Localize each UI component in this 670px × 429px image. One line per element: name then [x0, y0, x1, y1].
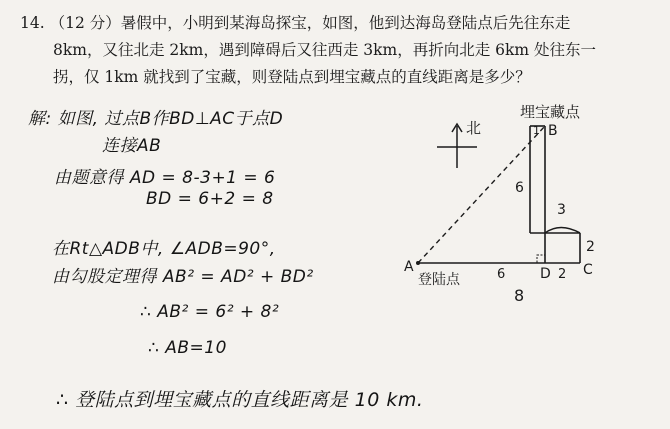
- solution-line-1: 解: 如图, 过点B作BD⊥AC于点D: [28, 109, 284, 129]
- label-A: A: [404, 259, 414, 275]
- problem-line-3: 拐，仅 1km 就找到了宝藏，则登陆点到埋宝藏点的直线距离是多少？: [53, 68, 531, 86]
- arc-mark: [545, 228, 580, 234]
- solution-line-5: 在Rt△ADB中, ∠ADB=90°,: [52, 239, 276, 259]
- problem-score: （12 分）: [49, 14, 121, 32]
- length-8: 8: [514, 286, 525, 305]
- label-D: D: [540, 266, 551, 282]
- treasure-point-label: 埋宝藏点: [520, 103, 581, 121]
- landing-point-label: 登陆点: [418, 272, 460, 288]
- length-3: 3: [557, 202, 566, 218]
- length-2-bottom: 2: [558, 267, 567, 282]
- solution-line-6: 由勾股定理得 AB² = AD² + BD²: [52, 267, 314, 287]
- point-A-dot: [416, 261, 420, 265]
- problem-number: 14.: [20, 14, 45, 32]
- problem-line-2: 8km，又往北走 2km，遇到障碍后又往西走 3km，再折向北走 6km 处往东一: [53, 41, 597, 59]
- solution-line-3: 由题意得 AD = 8-3+1 = 6: [54, 168, 276, 188]
- length-6-bottom: 6: [497, 267, 506, 282]
- label-B: B: [548, 123, 558, 139]
- solution-line-4: BD = 6+2 = 8: [146, 189, 274, 209]
- label-C: C: [583, 262, 593, 278]
- compass-north-label: 北: [466, 119, 482, 137]
- right-angle-mark: [537, 255, 545, 263]
- solution-line-2: 连接AB: [102, 136, 162, 156]
- length-2-vertical: 2: [586, 239, 595, 255]
- solution-line-8: ∴ AB=10: [148, 338, 227, 358]
- length-1: 1: [533, 124, 540, 137]
- problem-text-1: 暑假中，小明到某海岛探宝，如图，他到达海岛登陆点后先往东走: [120, 14, 571, 32]
- solution-conclusion: ∴ 登陆点到埋宝藏点的直线距离是 10 km.: [56, 389, 424, 411]
- length-6-vertical: 6: [515, 180, 524, 196]
- solution-line-7: ∴ AB² = 6² + 8²: [140, 302, 280, 322]
